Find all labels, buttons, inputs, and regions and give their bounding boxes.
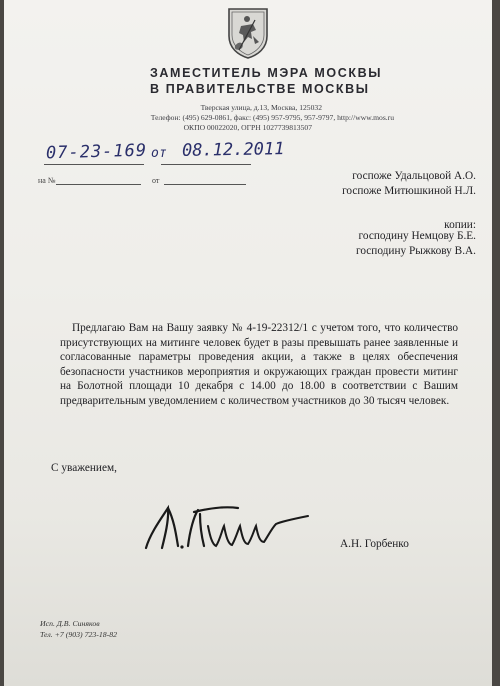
closing-regards: С уважением, (51, 462, 117, 474)
letter-body (60, 321, 458, 409)
signer-name: А.Н. Горбенко (340, 538, 409, 550)
executor-phone: Тел. +7 (903) 723-18-82 (40, 630, 118, 639)
reference-date-line (164, 184, 246, 185)
registration-date: 08.12.2011 (181, 139, 285, 161)
executor-name: Исп. Д.В. Синяков (40, 619, 100, 628)
registration-number-line (44, 164, 144, 165)
header-phones: Телефон: (495) 629-0861, факс: (495) 957-9795, 957-9797, http://www.mos.ru (150, 113, 394, 122)
registration-ot-label: от (151, 146, 167, 161)
header-title-line2: В ПРАВИТЕЛЬСТВЕ МОСКВЫ (150, 82, 370, 96)
body-paragraph: Предлагаю Вам на Вашу заявку № 4-19-22312/1 с учетом того, что количество присутствующих на митинге человек будет в разы превышать ранее заявленные и согласованные параметры проведения акции, а также в целях обеспечения безопасности участников мероприятия и окружающих граждан провести митинг на Болотной площади 10 декабря с 14.00 до 18.00 в соответствии с Вашим предварительным уведомлением с количеством участников до 30 тысяч человек. (60, 322, 458, 407)
copy-ryzhkov: господину Рыжкову В.А. (356, 245, 476, 257)
header-codes: ОКПО 00022020, ОГРН 1027739813507 (183, 123, 312, 132)
header-title-line1: ЗАМЕСТИТЕЛЬ МЭРА МОСКВЫ (150, 66, 383, 80)
registration-number: 07-23-169 (45, 140, 148, 164)
reference-date-label: от (152, 176, 160, 185)
header-address: Тверская улица, д.13, Москва, 125032 (200, 103, 322, 112)
copies-label: копии: (444, 219, 476, 231)
addressee-udaltsova: госпоже Удальцовой А.О. (352, 170, 476, 182)
addressee-mityushkina: госпоже Митюшкиной Н.Л. (342, 185, 476, 197)
moscow-coat-of-arms-icon (225, 6, 271, 60)
letter-sheet (4, 0, 492, 686)
registration-date-line (161, 164, 251, 165)
reference-number-line (56, 184, 141, 185)
reference-number-label: на № (38, 176, 56, 185)
handwritten-signature (138, 490, 328, 560)
copy-nemtsov: господину Немцову Б.Е. (358, 230, 476, 242)
